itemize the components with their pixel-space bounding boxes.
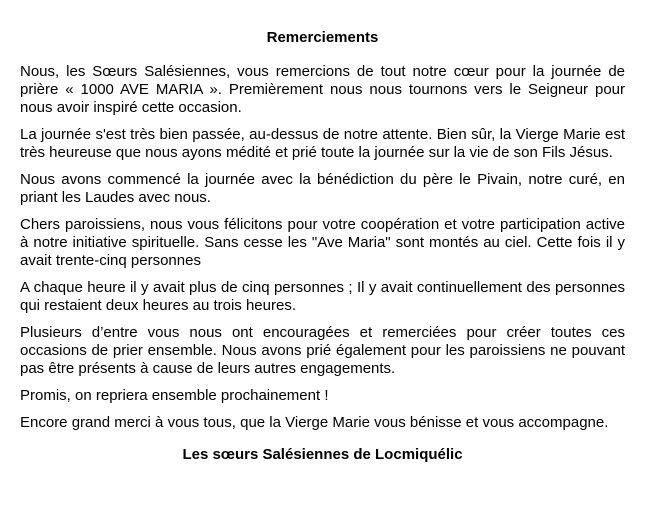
paragraph-encouragement: Plusieurs d’entre vous nous ont encouragées et remerciées pour créer toutes ces occasions de prier ensemble. Nous avons prié également pour les paroissiens ne pouvant pas être présents à cause de leurs autres engagements. — [20, 324, 625, 377]
paragraph-intro: Nous, les Sœurs Salésiennes, vous remercions de tout notre cœur pour la journée de prière « 1000 AVE MARIA ». Premièrement nous nous tournons vers le Seigneur pour nous avoir inspiré cette occasion. — [20, 63, 625, 116]
letter-signature: Les sœurs Salésiennes de Locmiquélic — [182, 446, 463, 463]
paragraph-attendance: A chaque heure il y avait plus de cinq personnes ; Il y avait continuellement des personnes qui restaient deux heures au trois heures. — [20, 279, 625, 314]
paragraph-closing: Encore grand merci à vous tous, que la Vierge Marie vous bénisse et vous accompagne. — [20, 414, 609, 431]
paragraph-parishioners: Chers paroissiens, nous vous félicitons pour votre coopération et votre participation active à notre initiative spirituelle. Sans cesse les "Ave Maria" sont montés au ciel. Cette fois il y avait trente-cinq personnes — [20, 216, 625, 269]
paragraph-day-summary: La journée s'est très bien passée, au-dessus de notre attente. Bien sûr, la Vierge Marie est très heureuse que nous ayons médité et prié toute la journée sur la vie de son Fils Jésus. — [20, 126, 625, 161]
paragraph-blessing: Nous avons commencé la journée avec la bénédiction du père le Pivain, notre curé, en priant les Laudes avec nous. — [20, 171, 625, 206]
paragraph-promise: Promis, on repriera ensemble prochainement ! — [20, 387, 329, 404]
letter-page — [20, 29, 625, 464]
letter-title: Remerciements — [266, 29, 379, 46]
